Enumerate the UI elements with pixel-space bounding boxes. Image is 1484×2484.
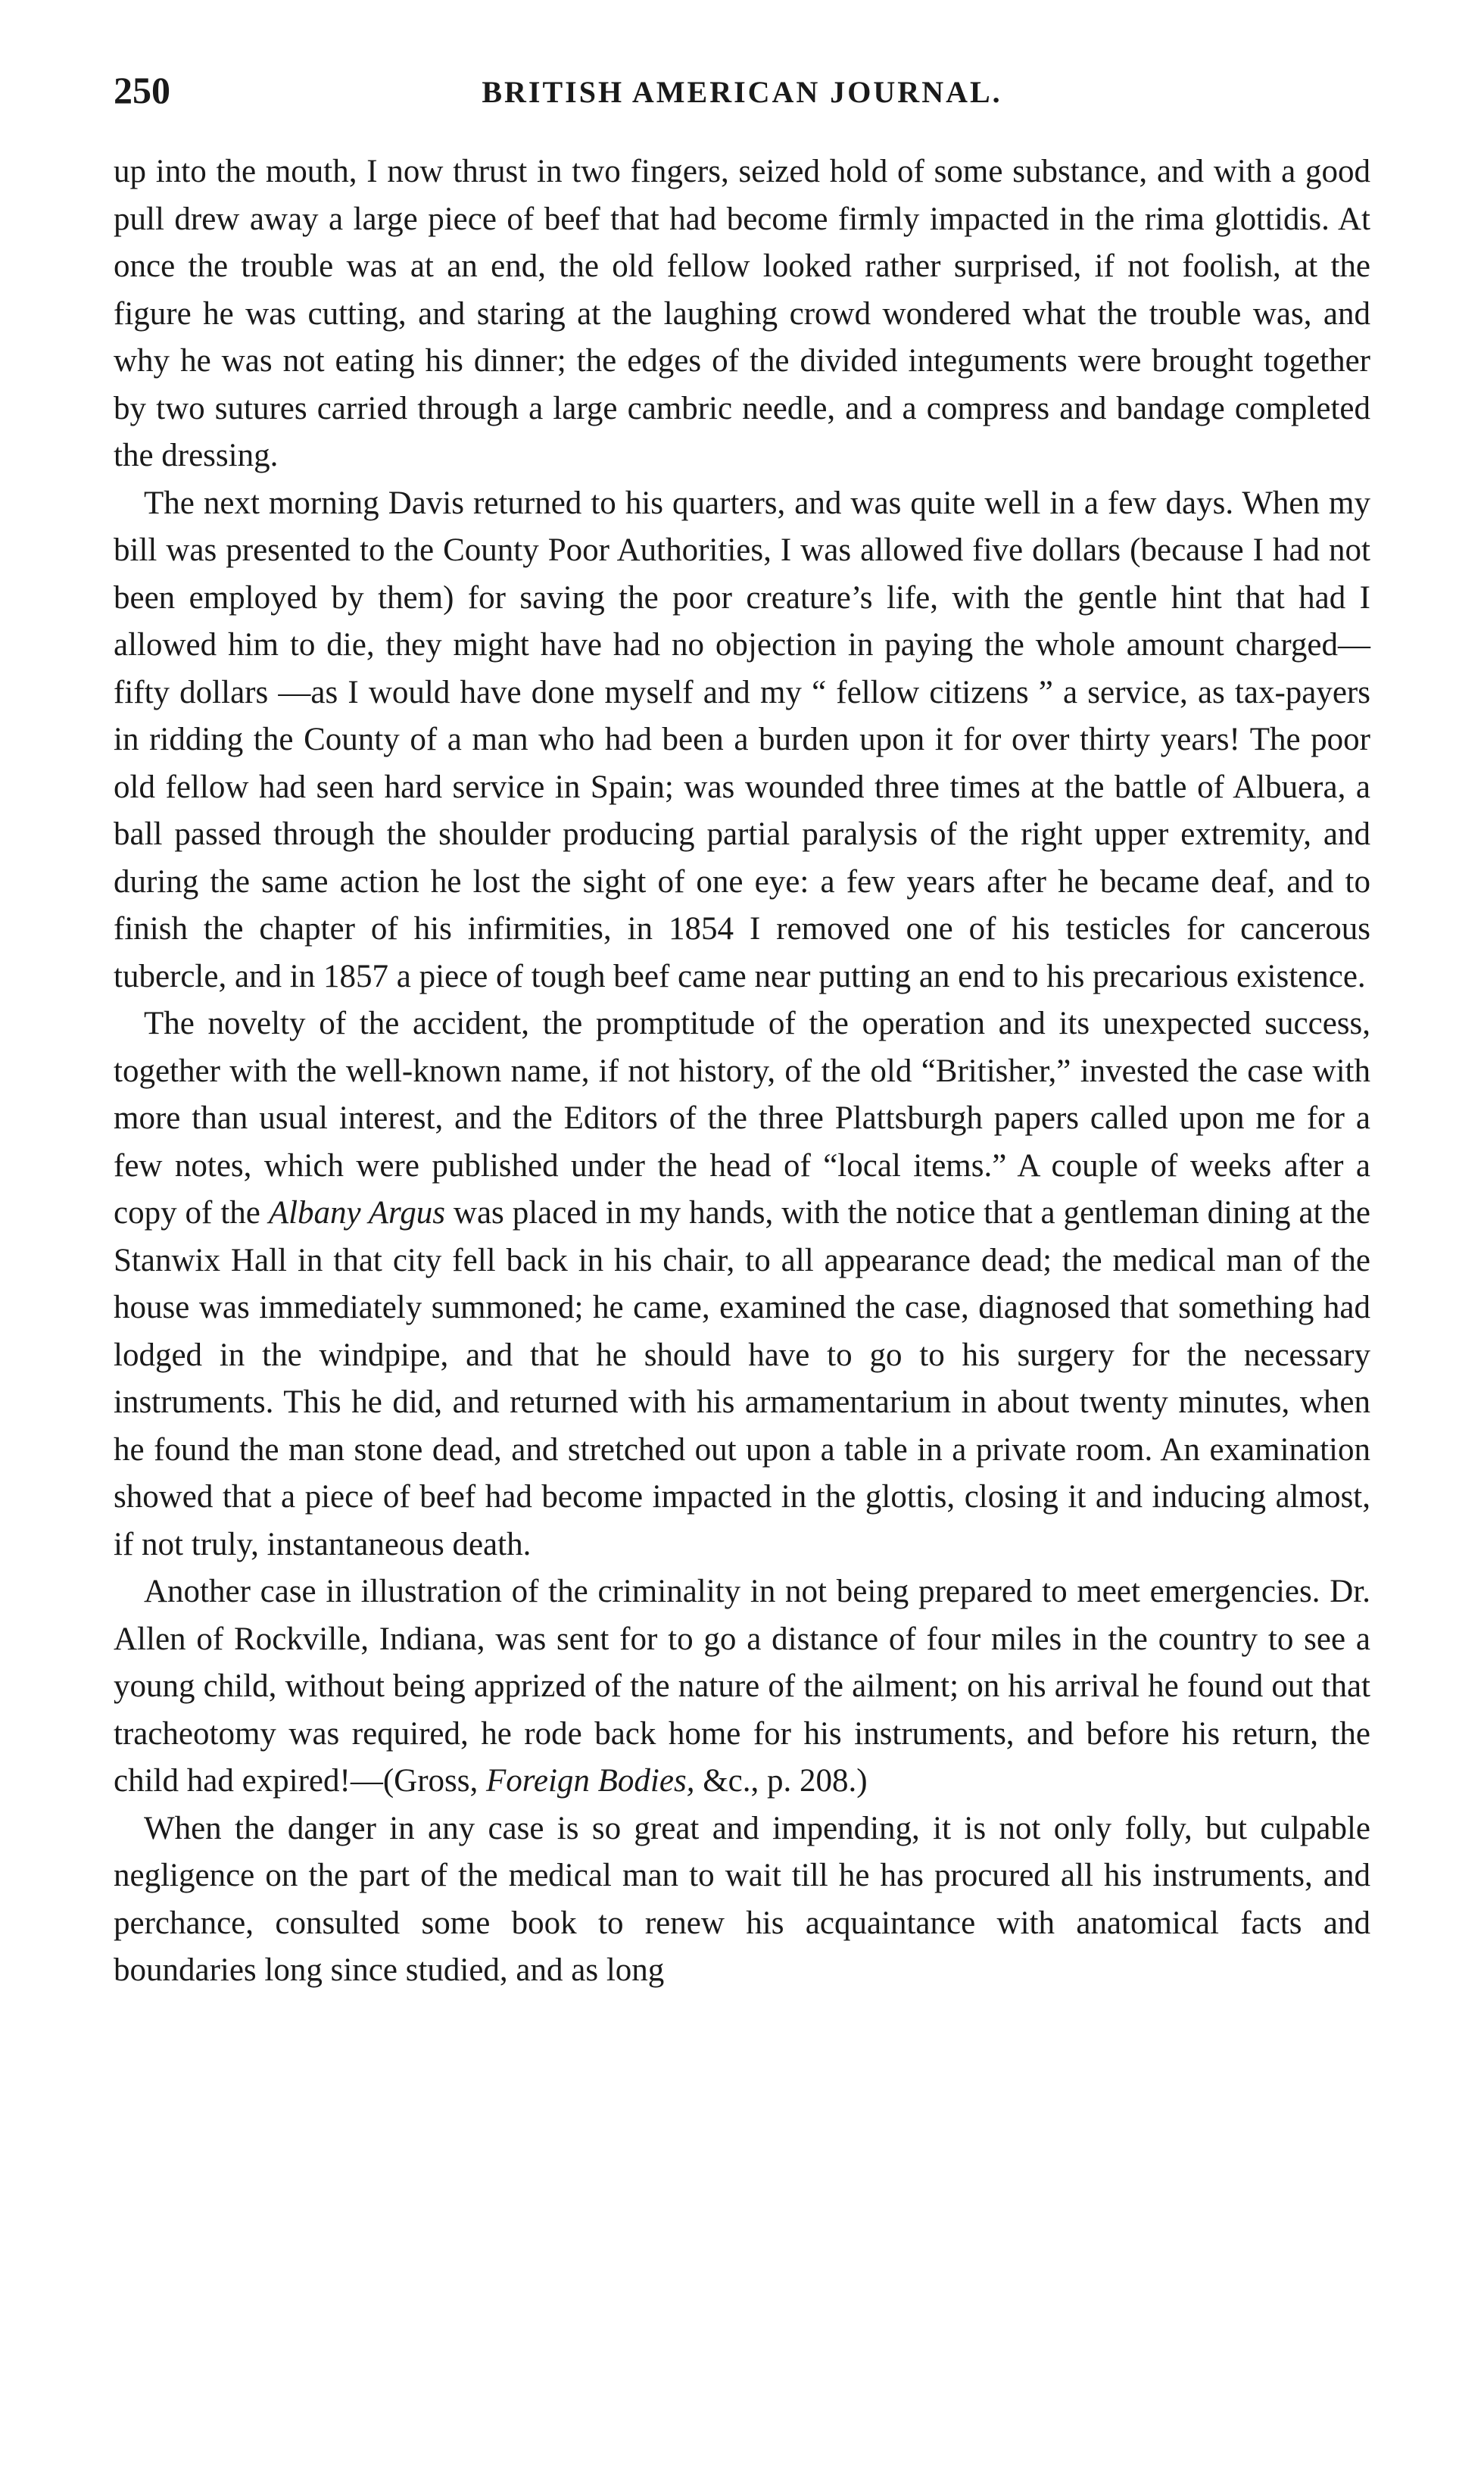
article-body xyxy=(114,148,1370,1995)
paragraph-4-text-a: Another case in illustration of the criminality in not being prepared to meet emergencies. Dr. Allen of Rockville, Indiana, was sent for to go a distance of four miles in the country to see a young child, without being apprized of the nature of the ailment; on his arrival he found out that tracheotomy was required, he rode back home for his instruments, and before his return, the child had expired!—(Gross, xyxy=(114,1574,1370,1799)
journal-title: BRITISH AMERICAN JOURNAL. xyxy=(482,75,1002,109)
paragraph-5: When the danger in any case is so great and impending, it is not only folly, but culpable negligence on the part of the medical man to wait till he has procured all his instruments, and perchance, consulted some book to renew his acquaintance with anatomical facts and boundaries long since studied, and as long xyxy=(114,1810,1370,1988)
page-number: 250 xyxy=(114,69,170,111)
paragraph-1: up into the mouth, I now thrust in two fingers, seized hold of some substance, and with a good pull drew away a large piece of beef that had become firmly impacted in the rima glottidis. At once the trouble was at an end, the old fellow looked rather surprised, if not foolish, at the figure he was cutting, and staring at the laughing crowd wondered what the trouble was, and why he was not eating his dinner; the edges of the divided integuments were brought together by two sutures carried through a large cambric needle, and a compress and bandage completed the dressing. xyxy=(114,154,1370,473)
foreign-bodies-title: Foreign Bodies, xyxy=(485,1763,695,1799)
paragraph-4-text-b: &c., p. 208.) xyxy=(694,1763,868,1799)
albany-argus-title: Albany Argus xyxy=(268,1195,445,1231)
journal-page xyxy=(114,68,1370,2439)
paragraph-3-text-b: was placed in my hands, with the notice that a gentleman dining at the Stanwix Hall in that city fell back in his chair, to all appearance dead; the medical man of the house was immediately summoned; he came, examined the case, diagnosed that something had lodged in the windpipe, and that he should have to go to his surgery for the necessary instruments. This he did, and returned with his armamentarium in about twenty minutes, when he found the man stone dead, and stretched out upon a table in a private room. An examination showed that a piece of beef had become impacted in the glottis, closing it and inducing almost, if not truly, instantaneous death. xyxy=(114,1195,1371,1562)
paragraph-2: The next morning Davis returned to his quarters, and was quite well in a few days. When my bill was presented to the County Poor Authorities, I was allowed five dollars (because I had not been employed by them) for saving the poor creature’s life, with the gentle hint that had I allowed him to die, they might have had no objection in paying the whole amount charged—fifty dollars —as I would have done myself and my “ fellow citizens ” a service, as tax-payers in ridding the County of a man who had been a burden upon it for over thirty years! The poor old fellow had seen hard service in Spain; was wounded three times at the battle of Albuera, a ball passed through the shoulder producing partial paralysis of the right upper extremity, and during the same action he lost the sight of one eye: a few years after he became deaf, and to finish the chapter of his infirmities, in 1854 I removed one of his testicles for cancerous tubercle, and in 1857 a piece of tough beef came near putting an end to his precarious existence. xyxy=(114,485,1370,994)
paragraph-3-text-a: The novelty of the accident, the promptitude of the operation and its unexpected success, together with the well-known name, if not history, of the old “Britisher,” invested the case with more than usual interest, and the Editors of the three Plattsburgh papers called upon me for a few notes, which were published under the head of “local items.” A couple of weeks after a copy of the xyxy=(114,1006,1370,1231)
running-head xyxy=(114,68,1370,129)
paragraph-4 xyxy=(114,1568,1370,1805)
paragraph-3 xyxy=(114,1000,1370,1568)
